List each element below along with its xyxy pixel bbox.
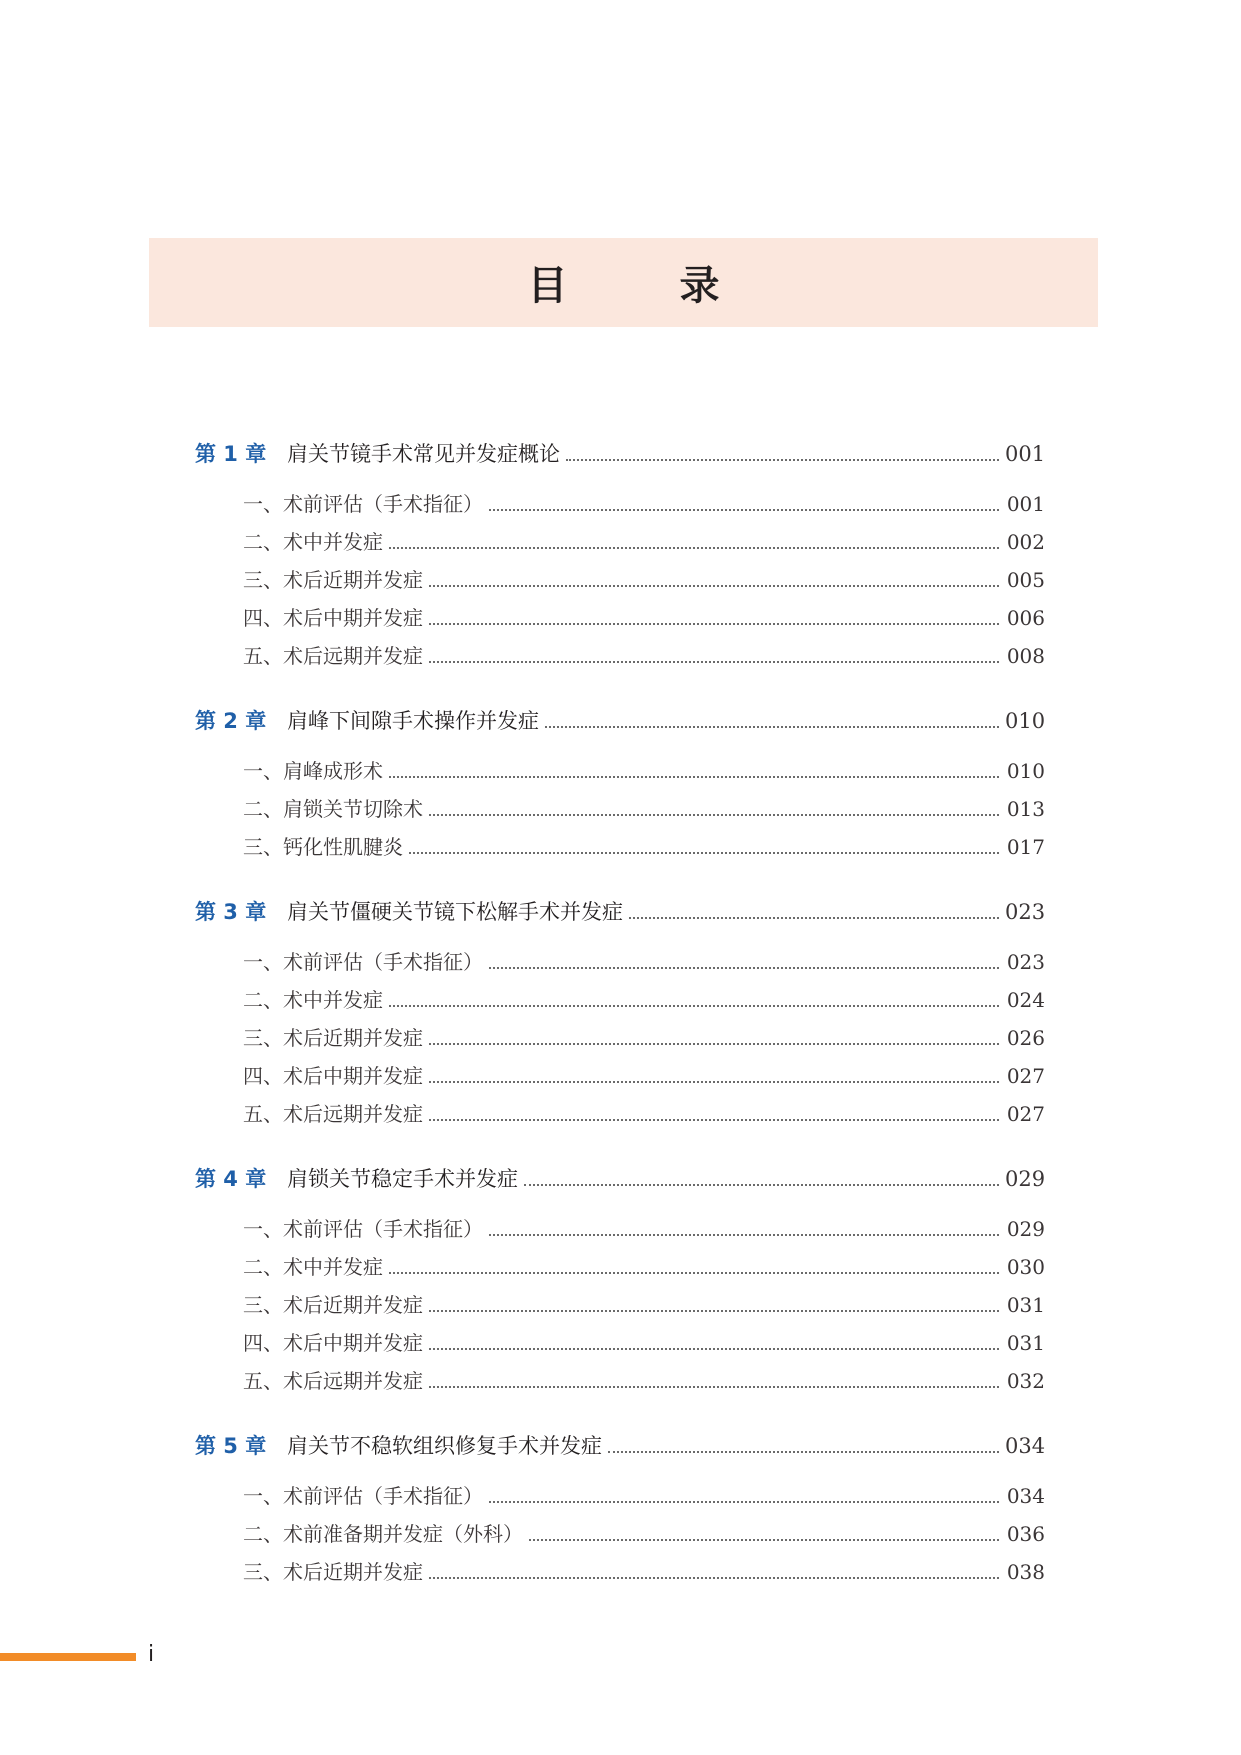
- section-title: 四、术后中期并发症: [243, 1331, 423, 1355]
- chapter-label: 第 2 章: [195, 709, 267, 733]
- section-page-number: 013: [1006, 797, 1045, 821]
- section-title: 三、术后近期并发症: [243, 568, 423, 592]
- chapter-title: 肩关节不稳软组织修复手术并发症: [287, 1434, 602, 1458]
- dot-leader: [389, 546, 999, 549]
- chapter-label: 第 5 章: [195, 1434, 267, 1458]
- toc-section[interactable]: [243, 984, 1045, 1018]
- dot-leader: [529, 1538, 999, 1541]
- footer-accent-bar: [0, 1653, 136, 1661]
- section-title: 一、肩峰成形术: [243, 759, 383, 783]
- section-page-number: 008: [1006, 644, 1045, 668]
- dot-leader: [429, 1080, 999, 1083]
- dot-leader: [489, 966, 999, 969]
- toc-section[interactable]: [243, 1022, 1045, 1056]
- dot-leader: [389, 775, 999, 778]
- section-page-number: 034: [1006, 1484, 1045, 1508]
- dot-leader: [389, 1271, 999, 1274]
- toc-chapter-4[interactable]: [195, 1163, 1045, 1197]
- dot-leader: [429, 1385, 999, 1388]
- toc-section[interactable]: [243, 526, 1045, 560]
- section-page-number: 036: [1006, 1522, 1045, 1546]
- section-title: 一、术前评估（手术指征）: [243, 1484, 483, 1508]
- section-title: 一、术前评估（手术指征）: [243, 950, 483, 974]
- toc-section[interactable]: [243, 1365, 1045, 1399]
- toc-section[interactable]: [243, 1327, 1045, 1361]
- dot-leader: [429, 584, 999, 587]
- chapter-page-number: 001: [1005, 442, 1046, 466]
- section-page-number: 031: [1006, 1293, 1045, 1317]
- toc-section[interactable]: [243, 1251, 1045, 1285]
- toc-chapter-3[interactable]: [195, 896, 1045, 930]
- section-title: 五、术后远期并发症: [243, 1102, 423, 1126]
- chapter-label: 第 4 章: [195, 1167, 267, 1191]
- dot-leader: [429, 1576, 999, 1579]
- section-page-number: 001: [1006, 492, 1045, 516]
- section-page-number: 030: [1006, 1255, 1045, 1279]
- section-title: 三、钙化性肌腱炎: [243, 835, 403, 859]
- toc-section[interactable]: [243, 1556, 1045, 1590]
- dot-leader: [429, 1309, 999, 1312]
- section-title: 五、术后远期并发症: [243, 1369, 423, 1393]
- chapter-title: 肩关节镜手术常见并发症概论: [287, 442, 560, 466]
- section-page-number: 031: [1006, 1331, 1045, 1355]
- section-title: 一、术前评估（手术指征）: [243, 492, 483, 516]
- dot-leader: [429, 813, 999, 816]
- chapter-page-number: 034: [1005, 1434, 1046, 1458]
- section-title: 二、术前准备期并发症（外科）: [243, 1522, 523, 1546]
- dot-leader: [429, 1347, 999, 1350]
- dot-leader: [489, 1233, 999, 1236]
- toc-section[interactable]: [243, 1289, 1045, 1323]
- section-title: 四、术后中期并发症: [243, 1064, 423, 1088]
- section-title: 三、术后近期并发症: [243, 1560, 423, 1584]
- section-title: 三、术后近期并发症: [243, 1026, 423, 1050]
- dot-leader: [545, 725, 999, 728]
- dot-leader: [608, 1450, 999, 1453]
- toc-chapter-1[interactable]: [195, 438, 1045, 472]
- section-page-number: 024: [1006, 988, 1045, 1012]
- section-title: 二、术中并发症: [243, 530, 383, 554]
- toc-section[interactable]: [243, 946, 1045, 980]
- dot-leader: [409, 851, 999, 854]
- dot-leader: [429, 1118, 999, 1121]
- dot-leader: [429, 1042, 999, 1045]
- section-title: 二、术中并发症: [243, 988, 383, 1012]
- toc-section[interactable]: [243, 488, 1045, 522]
- toc-section[interactable]: [243, 564, 1045, 598]
- section-page-number: 023: [1006, 950, 1045, 974]
- section-page-number: 027: [1006, 1064, 1045, 1088]
- section-page-number: 017: [1006, 835, 1045, 859]
- chapter-page-number: 023: [1005, 900, 1046, 924]
- dot-leader: [489, 508, 999, 511]
- section-page-number: 005: [1006, 568, 1045, 592]
- section-title: 二、肩锁关节切除术: [243, 797, 423, 821]
- chapter-page-number: 010: [1005, 709, 1046, 733]
- toc-section[interactable]: [243, 1518, 1045, 1552]
- page-title: 目 录: [527, 263, 756, 309]
- chapter-label: 第 1 章: [195, 442, 267, 466]
- toc-section[interactable]: [243, 793, 1045, 827]
- chapter-label: 第 3 章: [195, 900, 267, 924]
- toc-section[interactable]: [243, 602, 1045, 636]
- section-page-number: 026: [1006, 1026, 1045, 1050]
- section-title: 二、术中并发症: [243, 1255, 383, 1279]
- section-page-number: 038: [1006, 1560, 1045, 1584]
- section-title: 五、术后远期并发症: [243, 644, 423, 668]
- toc-section[interactable]: [243, 640, 1045, 674]
- dot-leader: [429, 622, 999, 625]
- section-title: 三、术后近期并发症: [243, 1293, 423, 1317]
- section-title: 四、术后中期并发症: [243, 606, 423, 630]
- dot-leader: [429, 660, 999, 663]
- footer-page-number: i: [148, 1642, 155, 1667]
- chapter-title: 肩峰下间隙手术操作并发症: [287, 709, 539, 733]
- toc-section[interactable]: [243, 1480, 1045, 1514]
- chapter-title: 肩关节僵硬关节镜下松解手术并发症: [287, 900, 623, 924]
- section-page-number: 032: [1006, 1369, 1045, 1393]
- section-page-number: 029: [1006, 1217, 1045, 1241]
- section-page-number: 010: [1006, 759, 1045, 783]
- section-page-number: 006: [1006, 606, 1045, 630]
- dot-leader: [524, 1183, 999, 1186]
- toc-section[interactable]: [243, 1098, 1045, 1132]
- toc-chapter-2[interactable]: [195, 705, 1045, 739]
- toc-section[interactable]: [243, 831, 1045, 865]
- section-page-number: 027: [1006, 1102, 1045, 1126]
- toc-section[interactable]: [243, 1213, 1045, 1247]
- section-page-number: 002: [1006, 530, 1045, 554]
- dot-leader: [629, 916, 999, 919]
- toc-section[interactable]: [243, 755, 1045, 789]
- title-band: [149, 238, 1098, 327]
- dot-leader: [489, 1500, 999, 1503]
- toc-section[interactable]: [243, 1060, 1045, 1094]
- chapter-page-number: 029: [1005, 1167, 1046, 1191]
- dot-leader: [566, 458, 999, 461]
- toc-chapter-5[interactable]: [195, 1430, 1045, 1464]
- chapter-title: 肩锁关节稳定手术并发症: [287, 1167, 518, 1191]
- section-title: 一、术前评估（手术指征）: [243, 1217, 483, 1241]
- dot-leader: [389, 1004, 999, 1007]
